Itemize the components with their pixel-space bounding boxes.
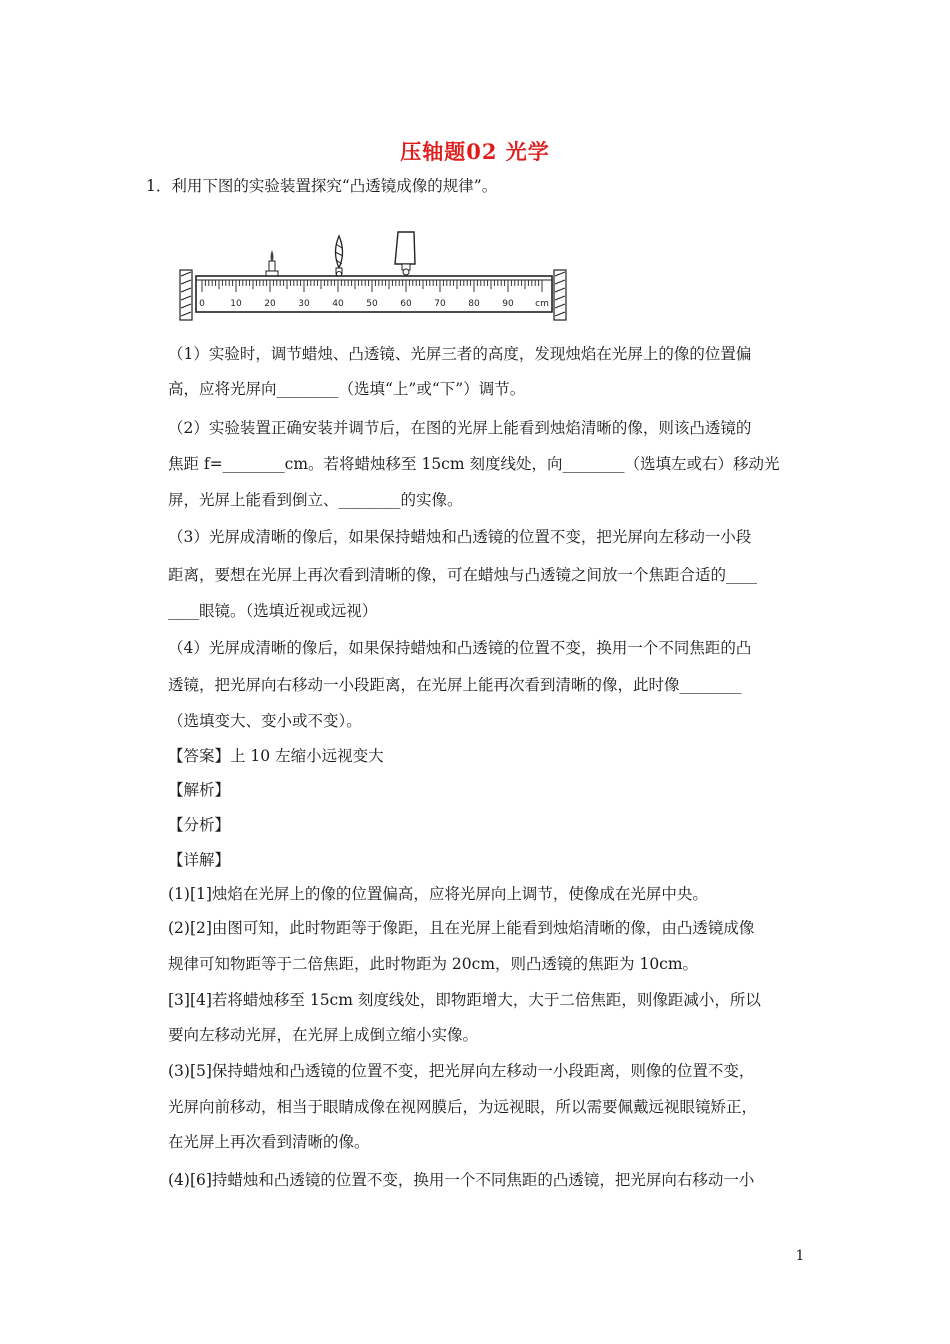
body-line: 规律可知物距等于二倍焦距，此时物距为 20cm，则凸透镜的焦距为 10cm。	[168, 955, 699, 973]
body-line: 【解析】	[168, 781, 231, 799]
body-line: 在光屏上再次看到清晰的像。	[168, 1133, 370, 1151]
body-line: (2)[2]由图可知，此时物距等于像距，且在光屏上能看到烛焰清晰的像，由凸透镜成像	[168, 919, 755, 937]
page-title: 压轴题02 光学	[400, 139, 550, 164]
optical-bench-figure	[176, 224, 568, 328]
body-line: 要向左移动光屏，在光屏上成倒立缩小实像。	[168, 1026, 479, 1044]
light-screen	[395, 232, 415, 275]
body-line: 光屏向前移动，相当于眼睛成像在视网膜后，为远视眼，所以需要佩戴远视眼镜矫正，	[168, 1098, 758, 1116]
ruler-label: 50	[366, 299, 378, 309]
right-post	[554, 270, 566, 320]
body-line: ____眼镜。（选填近视或远视）	[168, 602, 378, 620]
page-number: 1	[795, 1248, 805, 1264]
ruler-label: 70	[434, 299, 446, 309]
body-line: (1)[1]烛焰在光屏上的像的位置偏高，应将光屏向上调节，使像成在光屏中央。	[168, 885, 708, 903]
body-line: (4)[6]持蜡烛和凸透镜的位置不变，换用一个不同焦距的凸透镜，把光屏向右移动一小	[168, 1171, 755, 1189]
body-line: 距离，要想在光屏上再次看到清晰的像，可在蜡烛与凸透镜之间放一个焦距合适的____	[168, 566, 758, 584]
body-line: （4）光屏成清晰的像后，如果保持蜡烛和凸透镜的位置不变，换用一个不同焦距的凸	[168, 639, 752, 657]
candle	[266, 250, 278, 277]
body-line: (3)[5]保持蜡烛和凸透镜的位置不变，把光屏向左移动一小段距离，则像的位置不变，	[168, 1062, 755, 1080]
body-line: （3）光屏成清晰的像后，如果保持蜡烛和凸透镜的位置不变，把光屏向左移动一小段	[168, 528, 752, 546]
body-line: （2）实验装置正确安装并调节后，在图的光屏上能看到烛焰清晰的像，则该凸透镜的	[168, 419, 752, 437]
ruler-label: 0	[199, 299, 205, 309]
body-line: 【答案】上 10 左缩小远视变大	[168, 747, 384, 765]
body-line: 焦距 f=________cm。若将蜡烛移至 15cm 刻度线处，向________（选填左或右）移动光	[168, 455, 780, 473]
convex-lens	[335, 236, 343, 277]
body-line: 透镜，把光屏向右移动一小段距离，在光屏上能再次看到清晰的像，此时像________	[168, 676, 742, 694]
body-line: （1）实验时，调节蜡烛、凸透镜、光屏三者的高度，发现烛焰在光屏上的像的位置偏	[168, 345, 752, 363]
ruler-label: 20	[264, 299, 276, 309]
ruler-label: 10	[230, 299, 242, 309]
ruler-label: 80	[468, 299, 480, 309]
body-line: 高，应将光屏向________（选填“上”或“下”）调节。	[168, 380, 526, 398]
body-line: [3][4]若将蜡烛移至 15cm 刻度线处，即物距增大，大于二倍焦距，则像距减小，所以	[168, 991, 761, 1009]
left-post	[180, 270, 192, 320]
question-stem: 1．利用下图的实验装置探究“凸透镜成像的规律”。	[146, 177, 498, 195]
body-line: 【详解】	[168, 851, 231, 869]
body-line: 【分析】	[168, 816, 231, 834]
ruler-label: 90	[502, 299, 514, 309]
ruler-label: cm	[535, 299, 549, 309]
ruler-label: 60	[400, 299, 412, 309]
body-line: 屏，光屏上能看到倒立、________的实像。	[168, 491, 463, 509]
body-line: （选填变大、变小或不变）。	[168, 712, 362, 730]
ruler-label: 40	[332, 299, 344, 309]
ruler-label: 30	[298, 299, 310, 309]
